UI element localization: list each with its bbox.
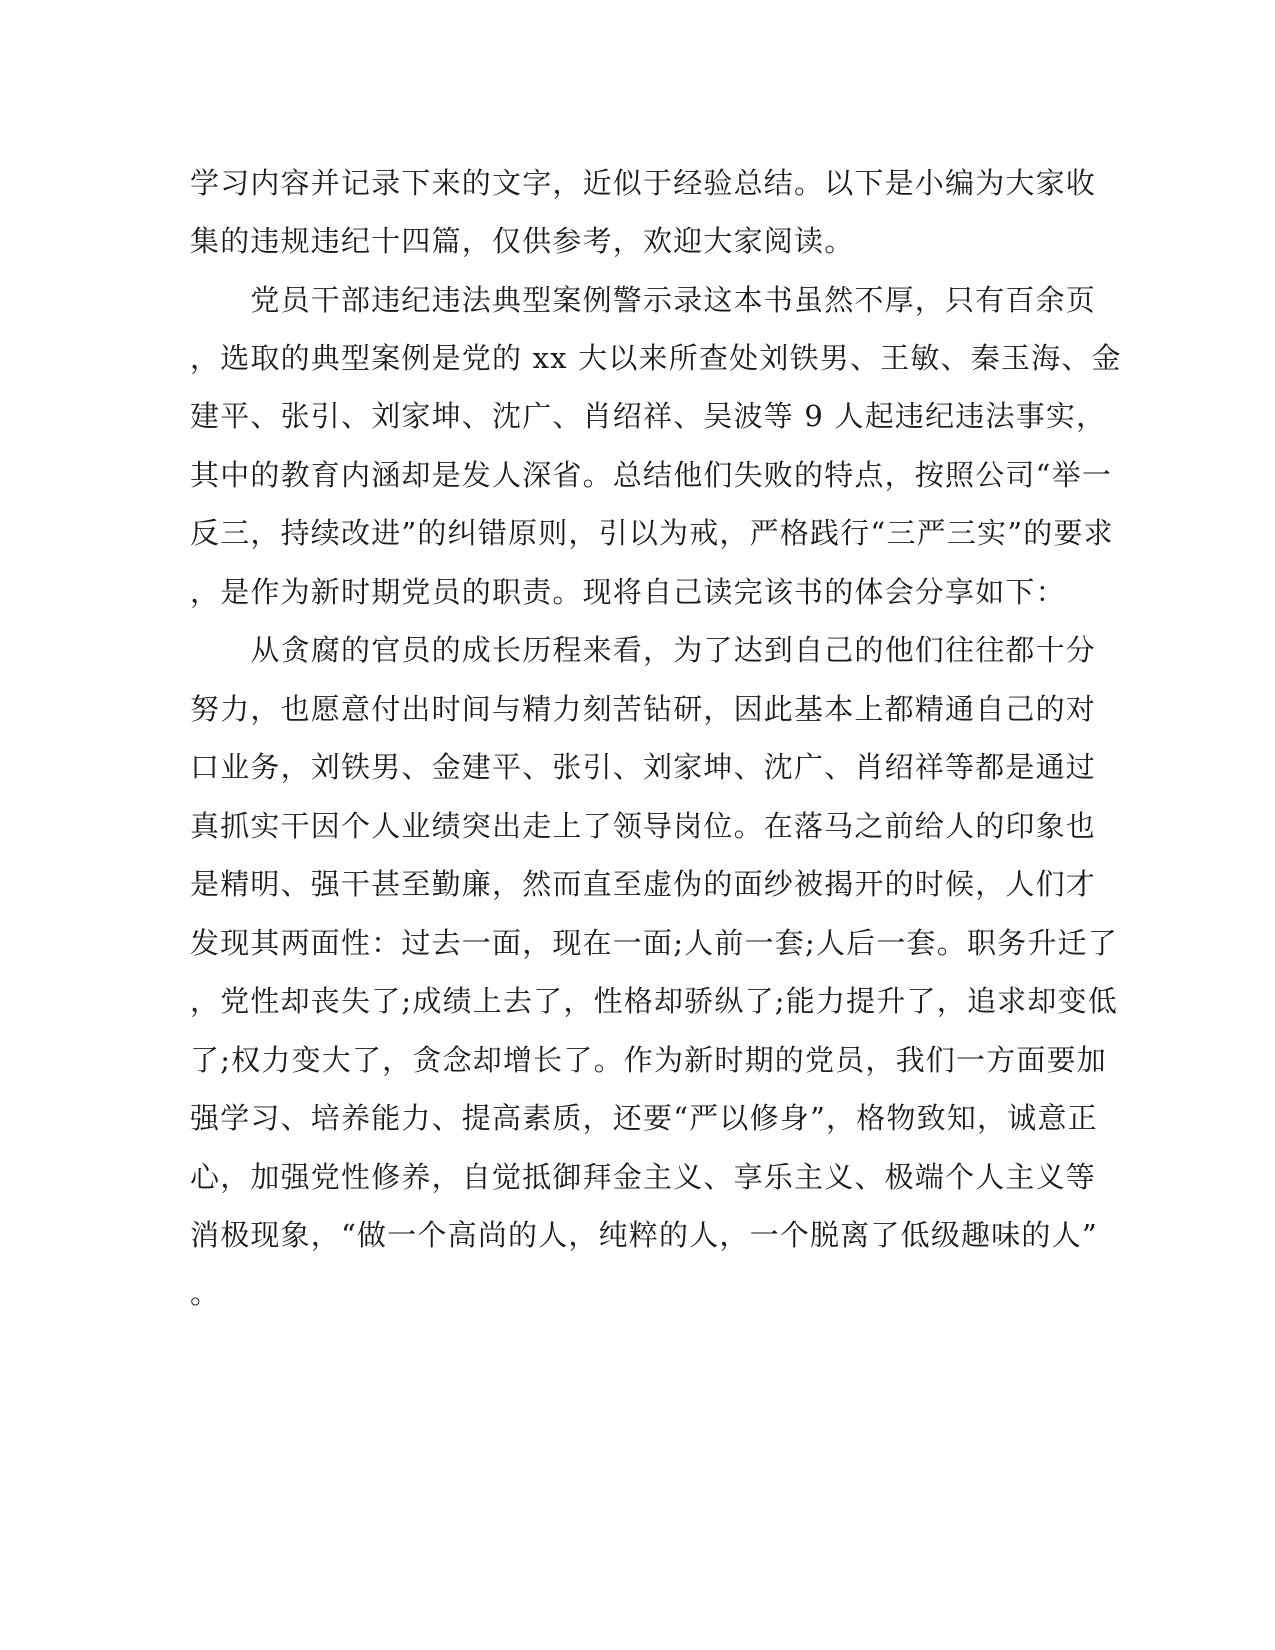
text-line: ，选取的典型案例是党的 xx 大以来所查处刘铁男、王敏、秦玉海、金 (190, 341, 1122, 375)
text-line: 学习内容并记录下来的文字，近似于经验总结。以下是小编为大家收 (190, 166, 1097, 200)
text-line: 了;权力变大了，贪念却增长了。作为新时期的党员，我们一方面要加 (190, 1043, 1107, 1077)
text-line: 。 (190, 1276, 221, 1310)
text-line: ，是作为新时期党员的职责。现将自己读完该书的体会分享如下： (190, 575, 1066, 609)
text-line: 强学习、培养能力、提高素质，还要“严以修身”，格物致知，诚意正 (190, 1101, 1098, 1135)
text-line: 反三，持续改进”的纠错原则，引以为戒，严格践行“三严三实”的要求 (190, 516, 1114, 550)
text-line: 其中的教育内涵却是发人深省。总结他们失败的特点，按照公司“举一 (190, 458, 1113, 492)
text-line: ，党性却丧失了;成绩上去了，性格却骄纵了;能力提升了，追求却变低 (190, 984, 1118, 1018)
text-line: 党员干部违纪违法典型案例警示录这本书虽然不厚，只有百余页 (190, 283, 1097, 317)
text-line: 真抓实干因个人业绩突出走上了领导岗位。在落马之前给人的印象也 (190, 809, 1097, 843)
text-line: 口业务，刘铁男、金建平、张引、刘家坤、沈广、肖绍祥等都是通过 (190, 750, 1097, 784)
text-line: 是精明、强干甚至勤廉，然而直至虚伪的面纱被揭开的时候，人们才 (190, 867, 1097, 901)
text-line: 消极现象，“做一个高尚的人，纯粹的人，一个脱离了低级趣味的人” (190, 1218, 1098, 1252)
text-line: 集的违规违纪十四篇，仅供参考，欢迎大家阅读。 (190, 224, 855, 258)
text-line: 建平、张引、刘家坤、沈广、肖绍祥、吴波等 9 人起违纪违法事实， (190, 399, 1107, 433)
text-line: 心，加强党性修养，自觉抵御拜金主义、享乐主义、极端个人主义等 (190, 1160, 1097, 1194)
text-line: 从贪腐的官员的成长历程来看，为了达到自己的他们往往都十分 (190, 633, 1097, 667)
text-line: 努力，也愿意付出时间与精力刻苦钻研，因此基本上都精通自己的对 (190, 692, 1097, 726)
text-line: 发现其两面性：过去一面，现在一面;人前一套;人后一套。职务升迁了 (190, 926, 1118, 960)
